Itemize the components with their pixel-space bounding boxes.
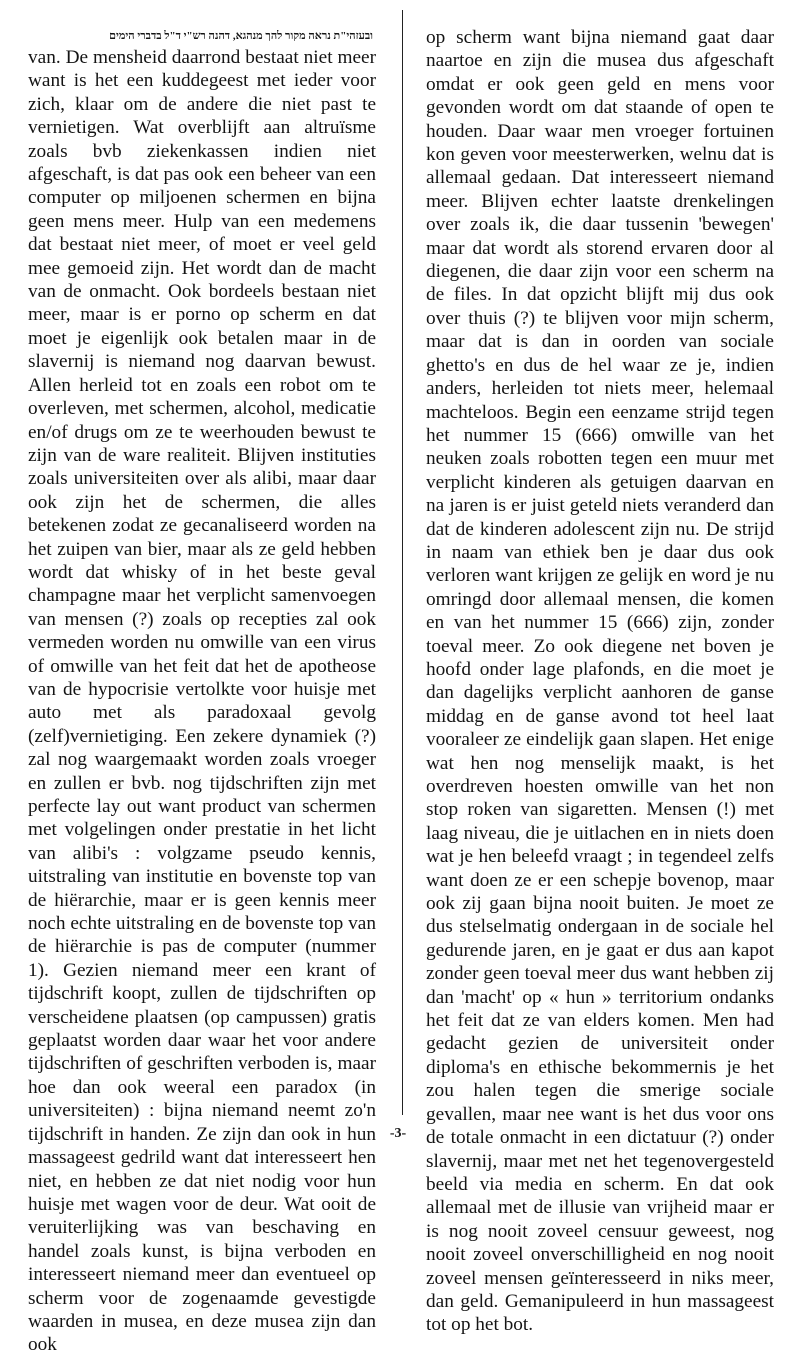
column-divider [402, 10, 403, 1115]
hebrew-header-note: ובעזהי"ת נראה מקור להך מנהגא, דהנה רש"י ד"ל בדברי הימים [109, 30, 373, 42]
right-column-text: op scherm want bijna niemand gaat daar naartoe en zijn die musea dus afgeschaft omdat er ook geen geld en mens voor gevonden wordt om dat staande of open te houden. Daar waar men vroeger fortuinen kon geven voor meesterwerken, welnu dat is allemaal gedaan. Dat interesseert niemand meer. Blijven echter laatste drenkelingen over zoals ik, die daar tussenin 'bewegen' maar dat wordt als storend ervaren door al diegenen, die daar zijn voor een scherm na de files. In dat opzicht blijft mij dus ook over thuis (?) te blijven voor mijn scherm, maar dat is dan in oorden van sociale ghetto's en dus de hel waar ze je, indien anders, herleiden tot niets meer, helemaal machteloos. Begin een eenzame strijd tegen het nummer 15 (666) omwille van het neuken zoals robotten tegen een muur met verplicht kinderen als getuigen daarvan en na jaren is er juist geteld niets veranderd dan dat de kinderen adolescent zijn nu. De strijd in naam van ethiek ben je daar dus ook verloren want krijgen ze gelijk en word je nu omringd door allemaal mensen, die komen en van het nummer 15 (666) zijn, zonder toeval meer. Zo ook diegene net boven je hoofd onder lage plafonds, en die moet je dan dagelijks verplicht aanhoren de ganse middag en de ganse avond tot heel laat vooraleer ze eindelijk gaan slapen. Het enige wat hen nog menselijk maakt, is het overdreven hoesten omwille van het non stop roken van sigaretten. Mensen (!) met laag niveau, die je uitlachen en in niets doen wat je hen beleefd vraagt ; in tegendeel zelfs want doen ze er een schepje bovenop, maar ook zij gaan bijna nooit buiten. Je moet ze dus stelselmatig ondergaan in de sociale hel gedurende jaren, en je gaat er dus aan kapot zonder geen toeval meer dus want hebben zij dan 'macht' op « hun » territorium ondanks het feit dat ze van elders komen. Men had gedacht gezien de universiteit onder diploma's en ethische bekommernis je het zou halen tegen die smerige sociale gevallen, maar nee want is het dus voor ons de totale onmacht in een dictatuur (?) onder slavernij, maar met net het tegenovergesteld beeld via media en scherm. En dat ook allemaal met de illusie van vrijheid maar er is nog nooit zoveel censuur geweest, nog nooit zoveel onverschilligheid en nog nooit zoveel mensen geïnteresseerd in niks meer, dan geld. Gemanipuleerd in hun massageest tot op het bot. [426, 27, 774, 1336]
page-number: -3- [389, 1126, 407, 1141]
left-column-text: van. De mensheid daarrond bestaat niet meer want is het een kuddegeest met ieder voor zich, klaar om de andere die niet past te vernietigen. Wat overblijft aan altruïsme zoals bvb ziekenkassen indien niet afgeschaft, is dat pas ook een beheer van een computer op miljoenen schermen en bijna geen mens meer. Hulp van een medemens dat bestaat niet meer, of moet er veel geld mee gemoeid zijn. Het wordt dan de macht van de onmacht. Ook bordeels bestaan niet meer, maar is er porno op scherm en dat moet je eigenlijk ook betalen maar in de slavernij is niemand nog daarvan bewust. Allen herleid tot en zoals een robot om te overleven, met schermen, alcohol, medicatie en/of drugs om ze te weerhouden bewust te zijn van de ware realiteit. Blijven instituties zoals universiteiten over als alibi, maar daar ook zijn het de schermen, die alles betekenen zodat ze gecanaliseerd worden na het zuipen van bier, maar als ze geld hebben wordt dat whisky of in het beste geval champagne maar het verplicht samenvoegen van mensen (?) zoals op recepties zal ook vermeden worden nu omwille van een virus of omwille van het feit dat het de apotheose van de hypocrisie vertolkte voor huisje met auto met als paradoxaal gevolg (zelf)vernietiging. Een zekere dynamiek (?) zal nog waargemaakt worden zoals vroeger en zullen er bvb. nog tijdschriften zijn met perfecte lay out want product van schermen met volgelingen onder prestatie in het licht van alibi's : volgzame pseudo kennis, uitstraling van institutie en bovenste top van de hiërarchie, maar er is geen kennis meer noch echte uitstraling en de bovenste top van de hiërarchie is pas de computer (nummer 1). Gezien niemand meer een krant of tijdschrift koopt, zullen de tijdschriften op verscheidene plaatsen (op campussen) gratis geplaatst worden daar waar het voor andere tijdschriften of geschriften verboden is, maar hoe dan ook weeral een paradox (in universiteiten) : bijna niemand neemt zo'n tijdschrift in handen. Ze zijn dan ook in hun massageest gedrild want dat interesseert hen niet, en hebben ze dat niet nodig voor hun huisje met wagen voor de deur. Wat ooit de veruiterlijking was van beschaving en handel zoals kunst, is bijna verboden en interesseert niemand meer dan eventueel op scherm voor de zogenaamde gevestigde waarden in musea, en deze musea zijn dan ook [28, 47, 376, 1356]
